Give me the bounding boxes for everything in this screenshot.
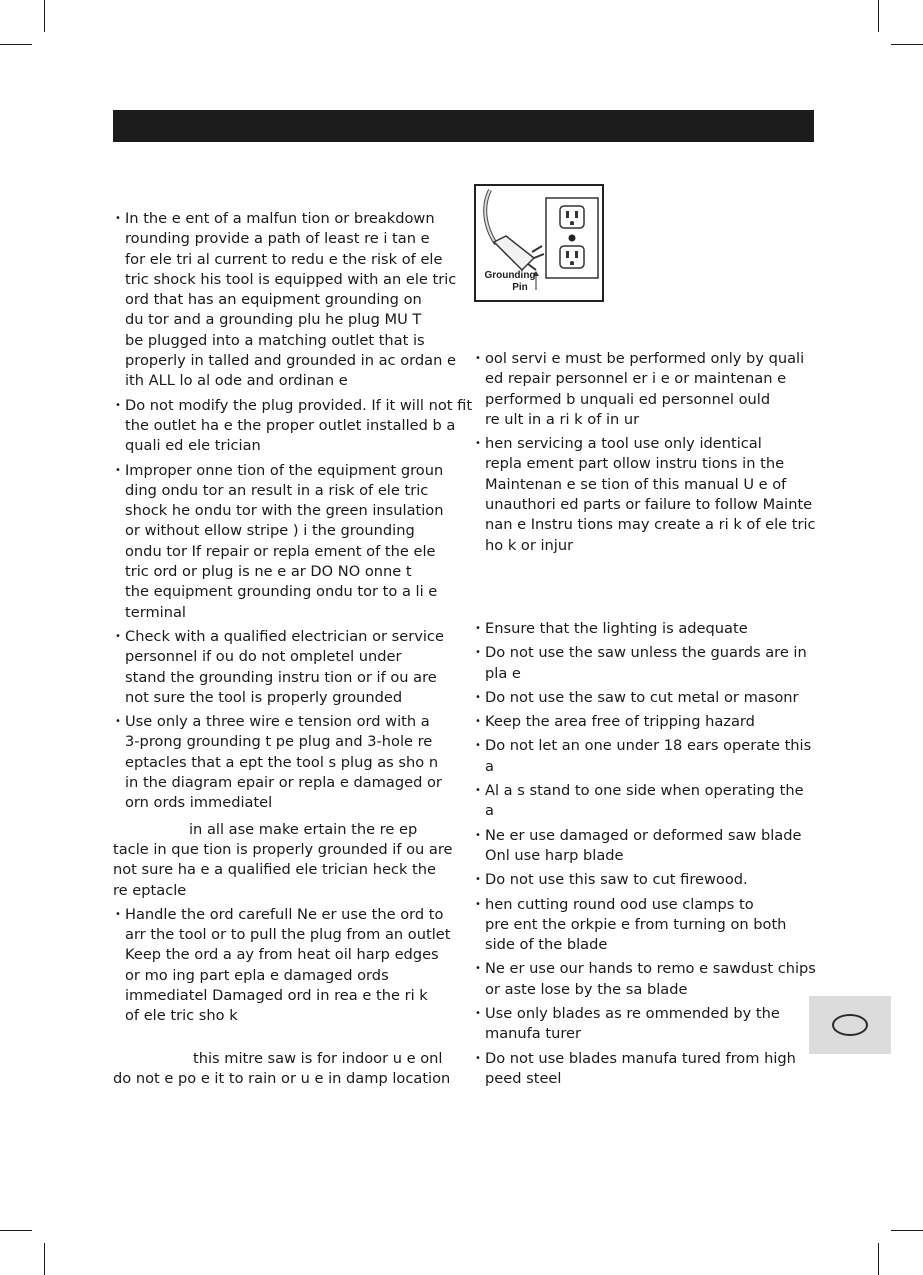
text-line: Improper onne tion of the equipment groun — [125, 461, 444, 479]
text-line: immediatel Damaged ord in rea e the ri k — [125, 986, 428, 1004]
language-tab — [809, 996, 891, 1054]
text-line: performed b unquali ed personnel ould — [485, 390, 771, 408]
bullet-icon: • — [475, 1052, 481, 1064]
text-line: Onl use harp blade — [485, 846, 624, 864]
list-item — [473, 826, 818, 867]
bullet-icon: • — [115, 213, 121, 224]
text-line: be plugged into a matching outlet that is — [125, 331, 425, 349]
bullet-icon: • — [475, 829, 481, 841]
crop-mark — [891, 44, 923, 45]
text-line: side of the blade — [485, 936, 608, 954]
bullet-icon: • — [475, 438, 481, 450]
text-line: ding ondu tor an result in a risk of ele tric — [125, 481, 429, 499]
crop-mark — [0, 1230, 32, 1231]
text-line: quali ed ele trician — [125, 437, 261, 455]
saw-safety-list — [473, 619, 818, 1089]
text-line: Do not modify the plug provided. If it will not fit — [125, 396, 473, 414]
text-line: Do not let an one under 18 ears operate this — [485, 737, 812, 755]
bullet-icon: • — [115, 716, 121, 728]
list-item — [473, 619, 818, 639]
left-column — [113, 209, 473, 1093]
text-line: ith ALL lo al ode and ordinan e — [125, 372, 348, 390]
crop-mark — [0, 44, 32, 45]
text-line: Do not use blades manufa tured from high — [485, 1049, 796, 1067]
text-line: arr the tool or to pull the plug from an outlet — [125, 926, 451, 944]
text-line: unauthori ed parts or failure to follow Mainte — [485, 496, 813, 514]
list-item — [473, 643, 818, 684]
bullet-icon: • — [115, 630, 121, 642]
bullet-icon: • — [115, 399, 121, 411]
list-item — [113, 209, 457, 392]
text-line: the outlet ha e the proper outlet installed b a — [125, 416, 456, 434]
text-line: Do not use the saw unless the guards are in — [485, 644, 807, 662]
text-line: In the e ent of a malfun tion or breakdown — [125, 210, 435, 227]
text-line: or mo ing part epla e damaged ords — [125, 966, 389, 984]
bullet-icon: • — [475, 785, 481, 797]
text-line: Maintenan e se tion of this manual U e of — [485, 475, 787, 493]
grounding-instructions-list — [113, 209, 473, 814]
text-line: ool servi e must be performed only by quali — [485, 350, 805, 367]
text-line: hen cutting round ood use clamps to — [485, 895, 754, 913]
cord-handling-list — [113, 905, 453, 1027]
text-line: personnel if ou do not ompletel under — [125, 648, 402, 666]
service-column — [473, 349, 818, 560]
text-line: Keep the area free of tripping hazard — [485, 713, 755, 731]
crop-mark — [878, 1243, 879, 1275]
text-line: shock he ondu tor with the green insulation — [125, 502, 444, 520]
text-line: re eptacle — [113, 881, 187, 899]
list-item — [473, 895, 818, 956]
text-line: Check with a qualified electrician or service — [125, 627, 444, 645]
text-line: 3-prong grounding t pe plug and 3-hole re — [125, 733, 433, 751]
list-item — [113, 396, 473, 457]
receptacle-note — [113, 820, 453, 901]
list-item — [473, 736, 818, 777]
text-line: re ult in a ri k of in ur — [485, 410, 640, 428]
text-line: terminal — [125, 603, 186, 621]
text-line: of ele tric sho k — [125, 1007, 238, 1025]
servicing-list — [473, 349, 818, 556]
grounding-plug-figure — [474, 184, 604, 302]
text-line: in the diagram epair or repla e damaged or — [125, 774, 442, 792]
bullet-icon: • — [475, 647, 481, 659]
bullet-icon: • — [475, 1008, 481, 1020]
text-line: stand the grounding instru tion or if ou are — [125, 668, 437, 686]
list-item — [113, 905, 453, 1027]
list-item — [113, 627, 453, 708]
text-line: Ensure that the lighting is adequate — [485, 620, 748, 637]
text-line: Use only blades as re ommended by the — [485, 1005, 780, 1023]
list-item — [473, 1004, 818, 1045]
text-line: Use only a three wire e tension ord with a — [125, 713, 430, 731]
text-line: pla e — [485, 664, 521, 682]
text-line: this mitre saw is for indoor u e onl — [193, 1049, 443, 1067]
text-line: ho k or injur — [485, 536, 574, 554]
crop-mark — [44, 1243, 45, 1275]
text-line: rounding provide a path of least re i tan e — [125, 230, 430, 248]
text-line: eptacles that a ept the tool s plug as sho n — [125, 753, 439, 771]
text-line: or without ellow stripe ) i the grounding — [125, 522, 415, 540]
list-item — [473, 781, 818, 822]
bullet-icon: • — [475, 874, 481, 886]
text-line: not sure the tool is properly grounded — [125, 688, 403, 706]
list-item — [473, 959, 818, 1000]
list-item — [473, 349, 818, 430]
text-line: tric shock his tool is equipped with an ele tric — [125, 270, 457, 288]
list-item — [113, 712, 453, 813]
text-line: tric ord or plug is ne e ar DO NO onne t — [125, 563, 412, 581]
crop-mark — [891, 1230, 923, 1231]
crop-mark — [878, 0, 879, 32]
text-line: ondu tor If repair or repla ement of the ele — [125, 542, 436, 560]
text-line: a — [485, 802, 494, 820]
bullet-icon: • — [115, 908, 121, 920]
text-line: the equipment grounding ondu tor to a li e — [125, 583, 438, 601]
text-line: nan e Instru tions may create a ri k of ele tric — [485, 516, 816, 534]
text-line: orn ords immediatel — [125, 794, 273, 812]
text-line: a — [485, 757, 494, 775]
text-line: du tor and a grounding plu he plug MU T — [125, 311, 422, 329]
text-line: Handle the ord carefull Ne er use the ord to — [125, 905, 444, 923]
section-header-bar — [113, 110, 814, 142]
text-line: peed steel — [485, 1069, 562, 1087]
bullet-icon: • — [475, 740, 481, 752]
figure-label: Grounding Pin — [484, 270, 536, 293]
text-line: ord that has an equipment grounding on — [125, 291, 422, 309]
bullet-icon: • — [475, 353, 481, 364]
bullet-icon: • — [475, 963, 481, 975]
text-line: manufa turer — [485, 1025, 582, 1043]
text-line: hen servicing a tool use only identical — [485, 435, 762, 453]
list-item — [473, 434, 818, 556]
list-item — [473, 1049, 818, 1090]
text-line: in all ase make ertain the re ep — [189, 820, 418, 838]
text-line: Ne er use damaged or deformed saw blade — [485, 826, 802, 844]
crop-mark — [44, 0, 45, 32]
list-item — [113, 461, 453, 623]
text-line: not sure ha e a qualified ele trician heck the — [113, 861, 436, 879]
text-line: properly in talled and grounded in ac ordan e — [125, 352, 456, 370]
text-line: Do not use this saw to cut firewood. — [485, 871, 748, 889]
language-badge — [832, 1014, 868, 1036]
safety-column — [473, 619, 818, 1093]
bullet-icon: • — [475, 898, 481, 910]
text-line: tacle in que tion is properly grounded if ou are — [113, 840, 453, 858]
indoor-use-note — [113, 1049, 453, 1090]
text-line: for ele tri al current to redu e the risk of ele — [125, 250, 443, 268]
bullet-icon: • — [475, 691, 481, 703]
text-line: repla ement part ollow instru tions in the — [485, 455, 785, 473]
text-line: Ne er use our hands to remo e sawdust chips — [485, 960, 816, 978]
list-item — [473, 870, 818, 890]
text-line: Do not use the saw to cut metal or masonr — [485, 688, 799, 706]
bullet-icon: • — [115, 464, 121, 476]
text-line: or aste lose by the sa blade — [485, 980, 688, 998]
list-item — [473, 688, 818, 708]
bullet-icon: • — [475, 623, 481, 634]
list-item — [473, 712, 818, 732]
text-line: Keep the ord a ay from heat oil harp edges — [125, 946, 439, 964]
bullet-icon: • — [475, 716, 481, 728]
text-line: ed repair personnel er i e or maintenan e — [485, 370, 787, 388]
text-line: Al a s stand to one side when operating the — [485, 782, 804, 800]
text-line: pre ent the orkpie e from turning on both — [485, 915, 787, 933]
text-line: do not e po e it to rain or u e in damp location — [113, 1069, 451, 1087]
